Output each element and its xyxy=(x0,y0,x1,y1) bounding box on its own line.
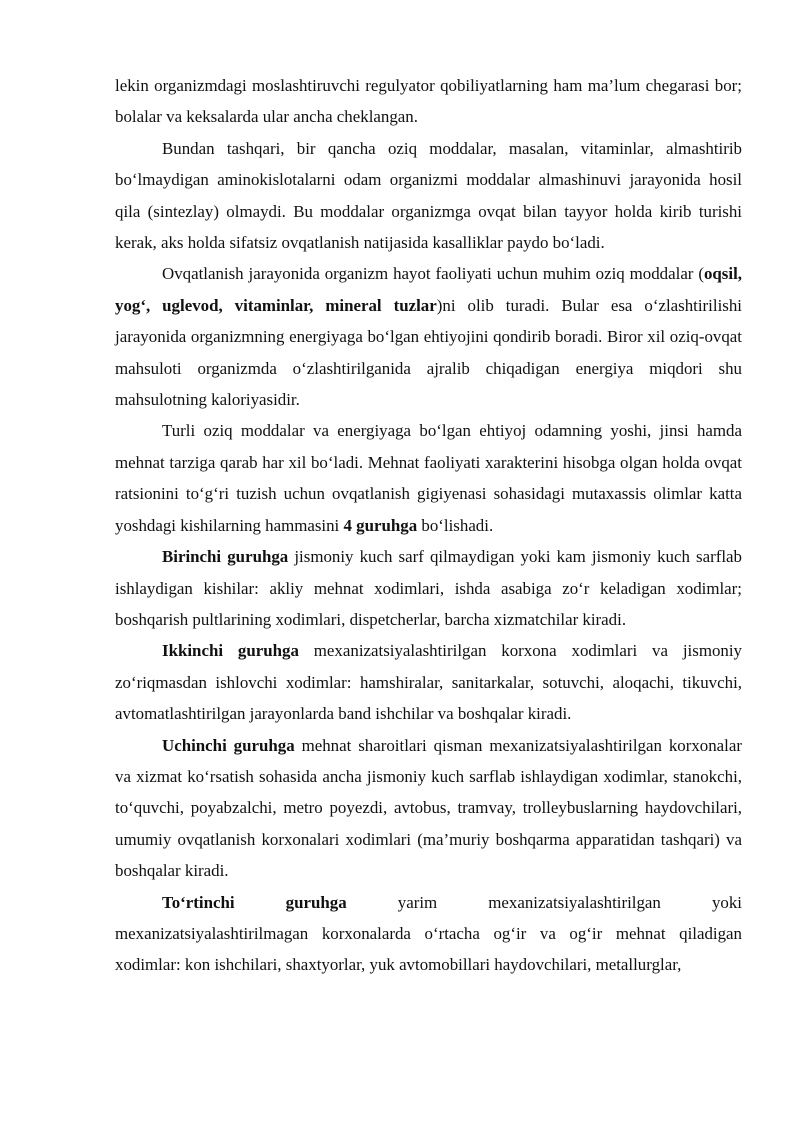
paragraph-text: Ovqatlanish jarayonida organizm hayot faoliyati uchun muhim oziq moddalar ( xyxy=(162,264,704,284)
bold-nutrient-list: oqsil, yog‘, uglevod, vitaminlar, mineral tuzlar xyxy=(115,264,742,315)
paragraph-text: )ni olib turadi. Bular esa o‘zlashtirilishi jarayonida organizmning energiyaga bo‘lgan ehtiyojini qondirib boradi. Biror xil oziq-ovqat mahsuloti organizmda o‘zlashtirilganida ajralib chiqadigan energiya miqdori shu mahsulotning kaloriyasidir. xyxy=(115,295,742,410)
paragraph-text: Turli oziq moddalar va energiyaga bo‘lgan ehtiyoj odamning yoshi, jinsi hamda mehnat tarziga qarab har xil bo‘ladi. Mehnat faoliyati xarakterini hisobga olgan holda ovqat ratsionini to‘g‘ri tuzish uchun ovqatlanish gigiyenasi sohasidagi mutaxassis olimlar katta yoshdagi kishilarning hammasini xyxy=(115,421,742,535)
paragraph-amino-acids: Bundan tashqari, bir qancha oziq moddalar, masalan, vitaminlar, almashtirib bo‘lmaydigan aminokislotalarni odam organizmi moddalar almashinuvi jarayonida hosil qila (sintezlay) olmaydi. Bu moddalar organizmga ovqat bilan tayyor holda kirib turishi kerak, aks holda sifatsiz ovqatlanish natijasida kasalliklar paydo bo‘ladi. xyxy=(115,138,742,253)
paragraph-group-1 xyxy=(115,541,742,635)
document-page xyxy=(115,70,742,981)
paragraph-group-3 xyxy=(115,730,742,887)
paragraph-text: jismoniy kuch sarf qilmaydigan yoki kam jismoniy kuch sarflab ishlaydigan kishilar: akliy mehnat xodimlari, ishda asabiga zo‘r keladigan xodimlar; boshqarish pultlarining xodimlari, dispetcherlar, barcha xizmatchilar kiradi. xyxy=(115,547,742,629)
paragraph-text: mehnat sharoitlari qisman mexanizatsiyalashtirilgan korxonalar va xizmat ko‘rsatish sohasida ancha jismoniy kuch sarflab ishlaydigan xodimlar, stanokchi, to‘quvchi, poyabzalchi, metro poyezdi, avtobus, tramvay, trolleybuslarning haydovchilari, umumiy ovqatlanish korxonalari xodimlari (ma’muriy boshqarma apparatidan tashqari) va boshqalar kiradi. xyxy=(115,735,742,881)
paragraph-continuation: lekin organizmdagi moslashtiruvchi regulyator qobiliyatlarning ham ma’lum chegarasi bor; bolalar va keksalarda ular ancha cheklangan. xyxy=(115,76,742,127)
paragraph-group-2 xyxy=(115,635,742,729)
paragraph-group-4 xyxy=(115,887,742,981)
bold-group-1: Birinchi guruhga xyxy=(162,547,289,567)
paragraph-text: bo‘lishadi. xyxy=(417,515,494,535)
paragraph-nutrients xyxy=(115,258,742,415)
bold-group-4: To‘rtinchi guruhga xyxy=(162,892,347,912)
bold-group-2: Ikkinchi guruhga xyxy=(162,641,299,661)
paragraph-text: mexanizatsiyalashtirilgan korxona xodimlari va jismoniy zo‘riqmasdan ishlovchi xodimlar: hamshiralar, sanitarkalar, sotuvchi, aloqachi, tikuvchi, avtomatlashtirilgan jarayonlarda band ishchilar va boshqalar kiradi. xyxy=(115,641,742,724)
paragraph-four-groups xyxy=(115,415,742,541)
paragraph-text: yarim mexanizatsiyalashtirilgan yoki mexanizatsiyalashtirilmagan korxonalarda o‘rtacha og‘ir va og‘ir mehnat qiladigan xodimlar: kon ishchilari, shaxtyorlar, yuk avtomobillari haydovchilari, metallurglar, xyxy=(115,892,742,975)
bold-four-groups: 4 guruhga xyxy=(343,515,418,535)
bold-group-3: Uchinchi guruhga xyxy=(162,735,295,755)
